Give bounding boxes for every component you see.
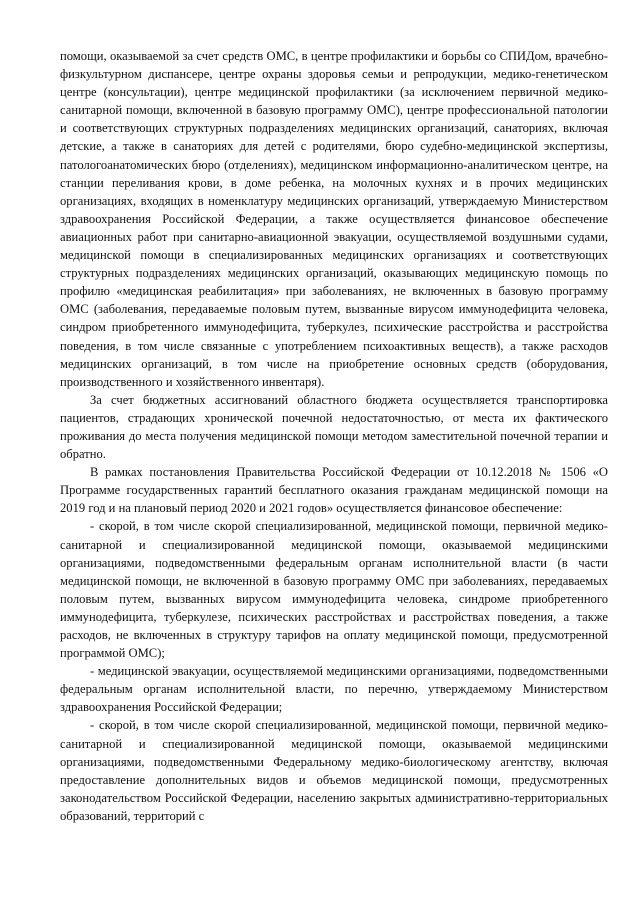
bullet-federal-medical-care: - скорой, в том числе скорой специализированной, медицинской помощи, первичной медико-санитарной и специализированной медицинской помощи, оказываемой медицинскими организациями, подведомственными федеральным органам исполнительной власти (в части медицинской помощи, не включенной в базовую программу ОМС при заболеваниях, передаваемых половым путем, вызванных вирусом иммунодефицита человека, синдроме приобретенного иммунодефицита, туберкулезе, психических расстройствах и расстройствах поведения, а также расходов, не включенных в структуру тарифов на оплату медицинской помощи, предусмотренной программой ОМС); (60, 519, 608, 661)
bullet-fmba-medical-care: - скорой, в том числе скорой специализированной, медицинской помощи, первичной медико-санитарной и специализированной медицинской помощи, оказываемой медицинскими организациями, подведомственными Федеральному медико-биологическому агентству, включая предоставление дополнительных видов и объемов медицинской помощи, предусмотренных законодательством Российской Федерации, населению закрытых административно-территориальных образований, территорий с (60, 718, 608, 823)
paragraph-patient-transport: За счет бюджетных ассигнований областного бюджета осуществляется транспортировка пациентов, страдающих хронической почечной недостаточностью, от места их фактического проживания до места получения медицинской помощи методом заместительной почечной терапии и обратно. (60, 392, 608, 462)
document-body (60, 47, 608, 825)
paragraph-continued-financing: помощи, оказываемой за счет средств ОМС, в центре профилактики и борьбы со СПИДом, врачебно-физкультурном диспансере, центре охраны здоровья семьи и репродукции, медико-генетическом центре (консультации), центре медицинской профилактики (за исключением первичной медико-санитарной помощи, включенной в базовую программу ОМС), центре профессиональной патологии и соответствующих структурных подразделениях медицинских организаций, санаториях, включая детские, а также в санаториях для детей с родителями, бюро судебно-медицинской экспертизы, патологоанатомических бюро (отделениях), медицинском информационно-аналитическом центре, на станции переливания крови, в доме ребенка, на молочных кухнях и в прочих медицинских организациях, входящих в номенклатуру медицинских организаций, утверждаемую Министерством здравоохранения Российской Федерации, а также осуществляется финансовое обеспечение авиационных работ при санитарно-авиационной эвакуации, осуществляемой воздушными судами, медицинской помощи в специализированных медицинских организациях и соответствующих структурных подразделениях медицинских организаций, оказывающих медицинскую помощь по профилю «медицинская реабилитация» при заболеваниях, не включенных в базовую программу ОМС (заболевания, передаваемые половым путем, вызванные вирусом иммунодефицита человека, синдром приобретенного иммунодефицита, туберкулез, психические расстройства и расстройства поведения, в том числе связанные с употреблением психоактивных веществ), а также расходов медицинских организаций, в том числе на приобретение основных средств (оборудования, производственного и хозяйственного инвентаря). (60, 49, 608, 389)
paragraph-government-resolution: В рамках постановления Правительства Российской Федерации от 10.12.2018 № 1506 «О Программе государственных гарантий бесплатного оказания гражданам медицинской помощи на 2019 год и на плановый период 2020 и 2021 годов» осуществляется финансовое обеспечение: (60, 465, 608, 516)
bullet-medical-evacuation: - медицинской эвакуации, осуществляемой медицинскими организациями, подведомственными федеральным органам исполнительной власти, по перечню, утверждаемому Министерством здравоохранения Российской Федерации; (60, 664, 608, 715)
